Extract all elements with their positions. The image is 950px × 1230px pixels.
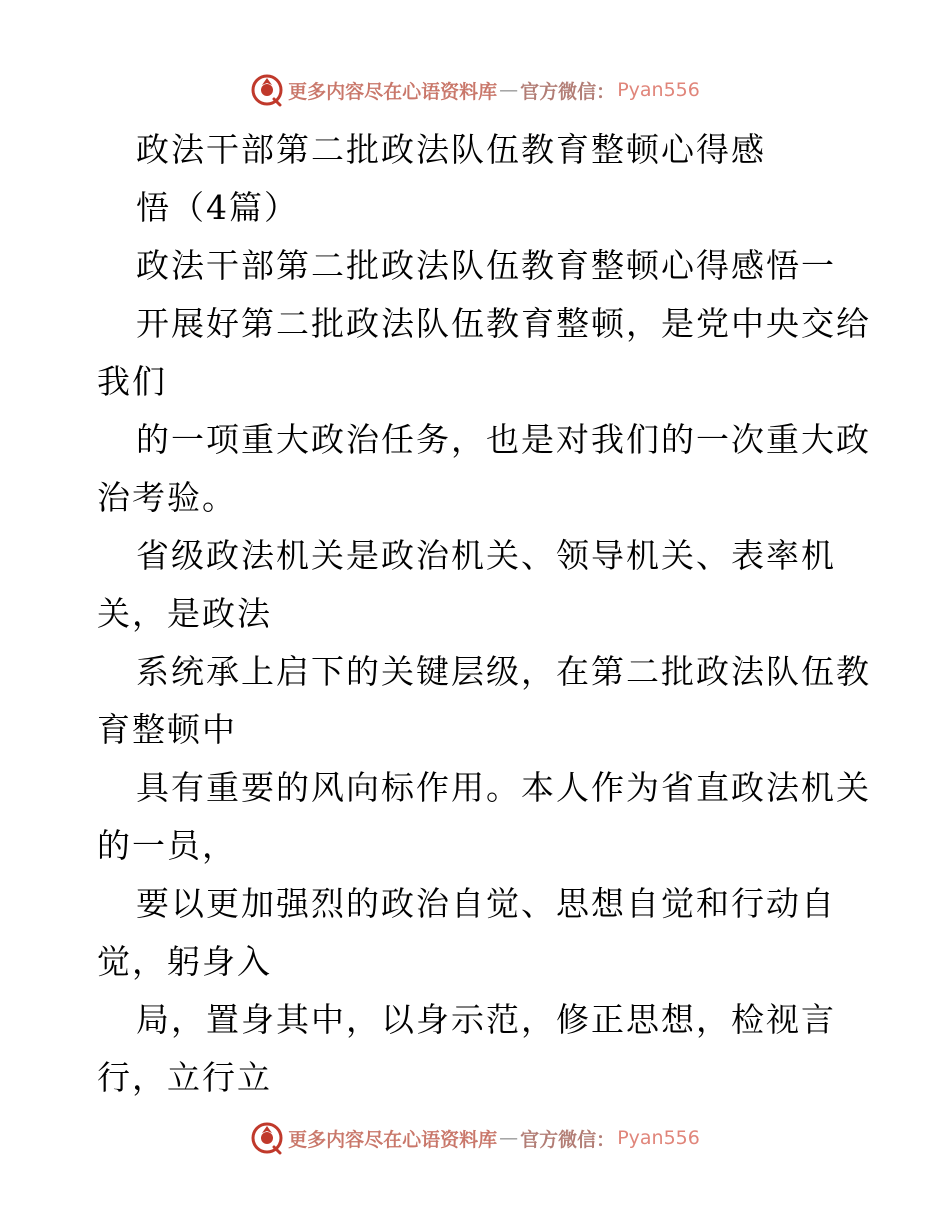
document-title-line-2: 悟（4篇） xyxy=(136,188,299,227)
text-line: 治考验。 xyxy=(97,478,237,517)
header-wechat-id: Pyan556 xyxy=(617,79,700,101)
text-line: 的一员， xyxy=(97,826,237,865)
text-line: 的一项重大政治任务，也是对我们的一次重大政 xyxy=(136,420,871,459)
text-line: 要以更加强烈的政治自觉、思想自觉和行动自 xyxy=(136,884,836,923)
header-wechat-label: 官方微信： xyxy=(520,80,616,103)
text-line: 具有重要的风向标作用。本人作为省直政法机关 xyxy=(136,768,871,807)
document-title-line-1: 政法干部第二批政法队伍教育整顿心得感 xyxy=(136,130,766,169)
text-line: 开展好第二批政法队伍教育整顿，是党中央交给 xyxy=(136,304,871,343)
header-dash: — xyxy=(499,79,519,101)
text-line: 系统承上启下的关键层级，在第二批政法队伍教 xyxy=(136,652,871,691)
brand-logo-icon xyxy=(250,1121,284,1155)
footer-wechat-id: Pyan556 xyxy=(617,1127,700,1149)
text-line: 省级政法机关是政治机关、领导机关、表率机 xyxy=(136,536,836,575)
footer-banner xyxy=(0,1118,950,1158)
footer-wechat-label: 官方微信： xyxy=(520,1128,616,1151)
text-line: 觉，躬身入 xyxy=(97,942,272,981)
text-line: 育整顿中 xyxy=(97,710,237,749)
text-line: 政法干部第二批政法队伍教育整顿心得感悟一 xyxy=(136,246,836,285)
text-line: 局，置身其中，以身示范，修正思想，检视言 xyxy=(136,1000,836,1039)
footer-site-text: 更多内容尽在心语资料库 xyxy=(288,1128,498,1151)
brand-logo-icon xyxy=(250,73,284,107)
header-banner xyxy=(0,70,950,110)
text-line: 关，是政法 xyxy=(97,594,272,633)
header-banner-text xyxy=(288,77,700,104)
footer-banner-text xyxy=(288,1125,700,1152)
text-line: 我们 xyxy=(97,362,167,401)
footer-dash: — xyxy=(499,1127,519,1149)
header-site-text: 更多内容尽在心语资料库 xyxy=(288,80,498,103)
text-line: 行，立行立 xyxy=(97,1058,272,1097)
